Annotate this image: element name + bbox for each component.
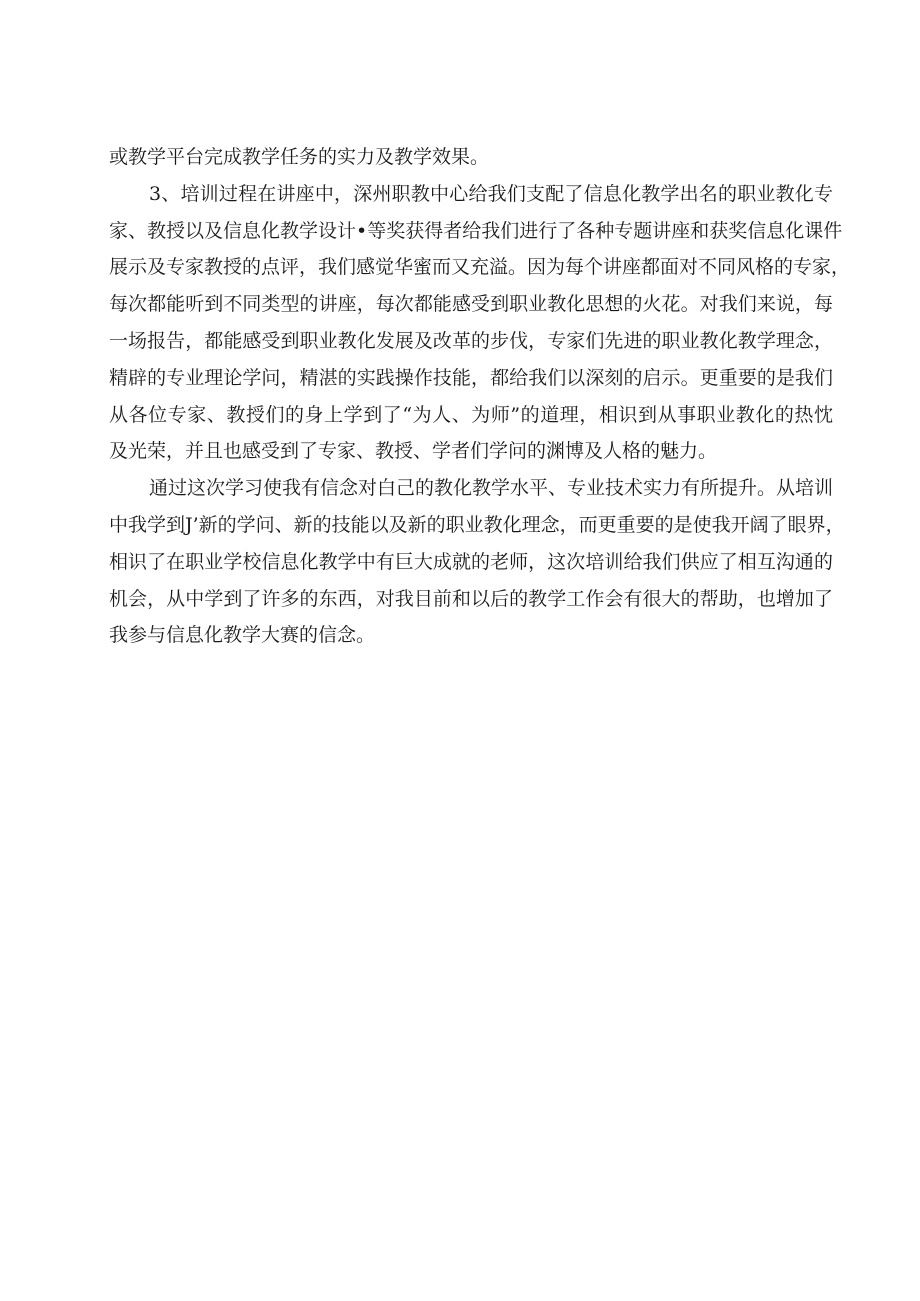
paragraph-2-line-6: 精辟的专业理论学问，精湛的实践操作技能，都给我们以深刻的启示。更重要的是我们 <box>109 366 833 389</box>
paragraph-2-line-5: 一场报告，都能感受到职业教化发展及改革的步伐，专家们先进的职业教化教学理念， <box>109 329 833 352</box>
paragraph-1-line-1: 或教学平台完成教学任务的实力及教学效果。 <box>109 146 490 168</box>
paragraph-3-line-3: 相识了在职业学校信息化教学中有巨大成就的老师，这次培训给我们供应了相互沟通的 <box>109 550 833 573</box>
paragraph-3-line-2: 中我学到J’新的学问、新的技能以及新的职业教化理念，而更重要的是使我开阔了眼界， <box>109 513 845 536</box>
paragraph-2-line-3: 展示及专家教授的点评，我们感觉华蜜而又充溢。因为每个讲座都面对不同风格的专家， <box>109 256 851 279</box>
paragraph-3-line-5: 我参与信息化教学大赛的信念。 <box>109 624 376 647</box>
paragraph-2-line-2: 家、教授以及信息化教学设计•等奖获得者给我们进行了各种专题讲座和获奖信息化课件 <box>109 219 843 242</box>
paragraph-2-line-7: 从各位专家、教授们的身上学到了“为人、为师”的道理，相识到从事职业教化的热忱 <box>109 403 833 426</box>
paragraph-3-line-1: 通过这次学习使我有信念对白己的教化教学水平、专业技术实力有所提升。从培训 <box>149 477 834 500</box>
paragraph-2-line-1: 3、培训过程在讲座中，深州职教中心给我们支配了信息化教学出名的职业教化专 <box>149 182 833 205</box>
paragraph-2-line-4: 每次都能听到不同类型的讲座，每次都能感受到职业教化思想的火花。对我们来说，每 <box>109 293 833 316</box>
paragraph-2-line-8: 及光荣，并且也感受到了专家、教授、学者们学问的渊博及人格的魅力。 <box>109 440 718 463</box>
document-body <box>109 139 851 654</box>
paragraph-3-line-4: 机会，从中学到了许多的东西，对我目前和以后的教学工作会有很大的帮助，也增加了 <box>109 587 833 610</box>
